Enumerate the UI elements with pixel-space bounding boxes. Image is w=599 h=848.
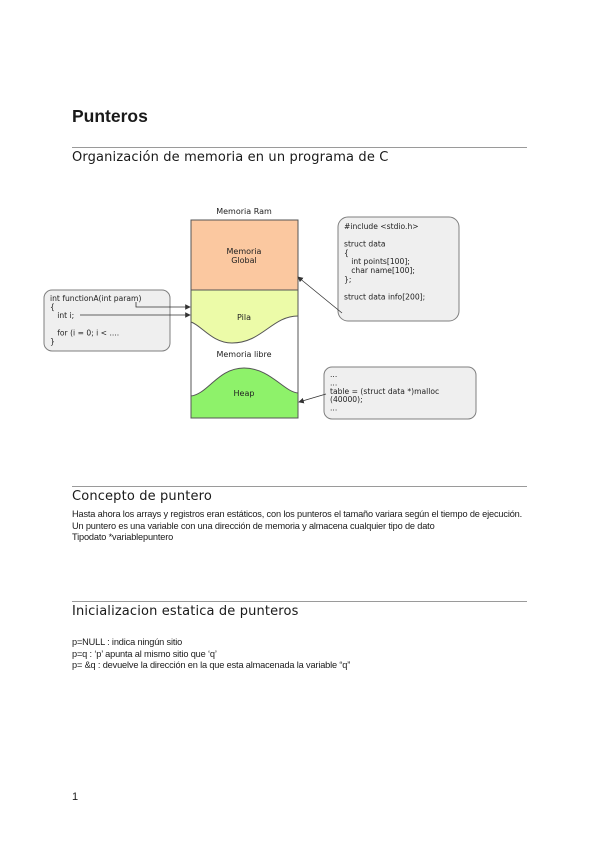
memory-layout-diagram: [0, 195, 599, 430]
section-divider: [72, 486, 527, 487]
code-line: };: [344, 274, 352, 284]
code-line: for (i = 0; i < ....: [50, 328, 120, 338]
global-label-line1: Memoria: [226, 247, 262, 256]
code-line: int functionA(int param): [50, 294, 142, 303]
concept-line: Hasta ahora los arrays y registros eran estáticos, con los punteros el tamaño variara según el tiempo de ejecución.: [72, 509, 523, 519]
code-line: ...: [330, 378, 338, 388]
heap-arrow: [299, 394, 326, 402]
concept-line: Un puntero es una variable con una dirección de memoria y almacena cualquier tipo de dato: [72, 520, 435, 531]
code-line: table = (struct data *)malloc: [330, 386, 440, 396]
code-line: int i;: [50, 311, 75, 321]
code-line: }: [50, 337, 55, 346]
page-number: 1: [72, 791, 79, 803]
init-line: p=NULL : indica ningún sitio: [72, 637, 183, 647]
code-line: ...: [330, 403, 338, 413]
section-divider: [72, 147, 527, 148]
heap-label: Heap: [233, 389, 255, 398]
section-divider: [72, 601, 527, 602]
memory-column-title: Memoria Ram: [216, 207, 272, 216]
concept-paragraph: [72, 509, 527, 544]
stack-label: Pila: [237, 313, 251, 322]
section-heading-init: Inicializacion estatica de punteros: [72, 604, 299, 619]
code-line: #include <stdio.h>: [344, 222, 419, 231]
code-line: struct data info[200];: [344, 292, 426, 302]
global-arrow: [298, 277, 342, 313]
init-line: p= &q : devuelve la dirección en la que esta almacenada la variable “q”: [72, 660, 351, 670]
code-line: int points[100];: [344, 257, 410, 267]
code-line: struct data: [344, 239, 386, 249]
code-line: {: [50, 302, 55, 312]
code-line: (40000);: [330, 395, 363, 405]
code-line: ...: [330, 370, 338, 379]
init-paragraph: [72, 637, 527, 672]
free-memory-label: Memoria libre: [216, 350, 272, 359]
section-heading-concept: Concepto de puntero: [72, 489, 212, 504]
global-label-line2: Global: [231, 256, 257, 265]
code-line: {: [344, 248, 349, 258]
page-title: Punteros: [72, 106, 148, 126]
concept-line: Tipodato *variablepuntero: [72, 532, 174, 542]
init-line: p=q : ‘p’ apunta al mismo sitio que ‘q’: [72, 648, 217, 659]
code-line: char name[100];: [344, 266, 415, 275]
section-heading-memory: Organización de memoria en un programa de C: [72, 150, 389, 165]
